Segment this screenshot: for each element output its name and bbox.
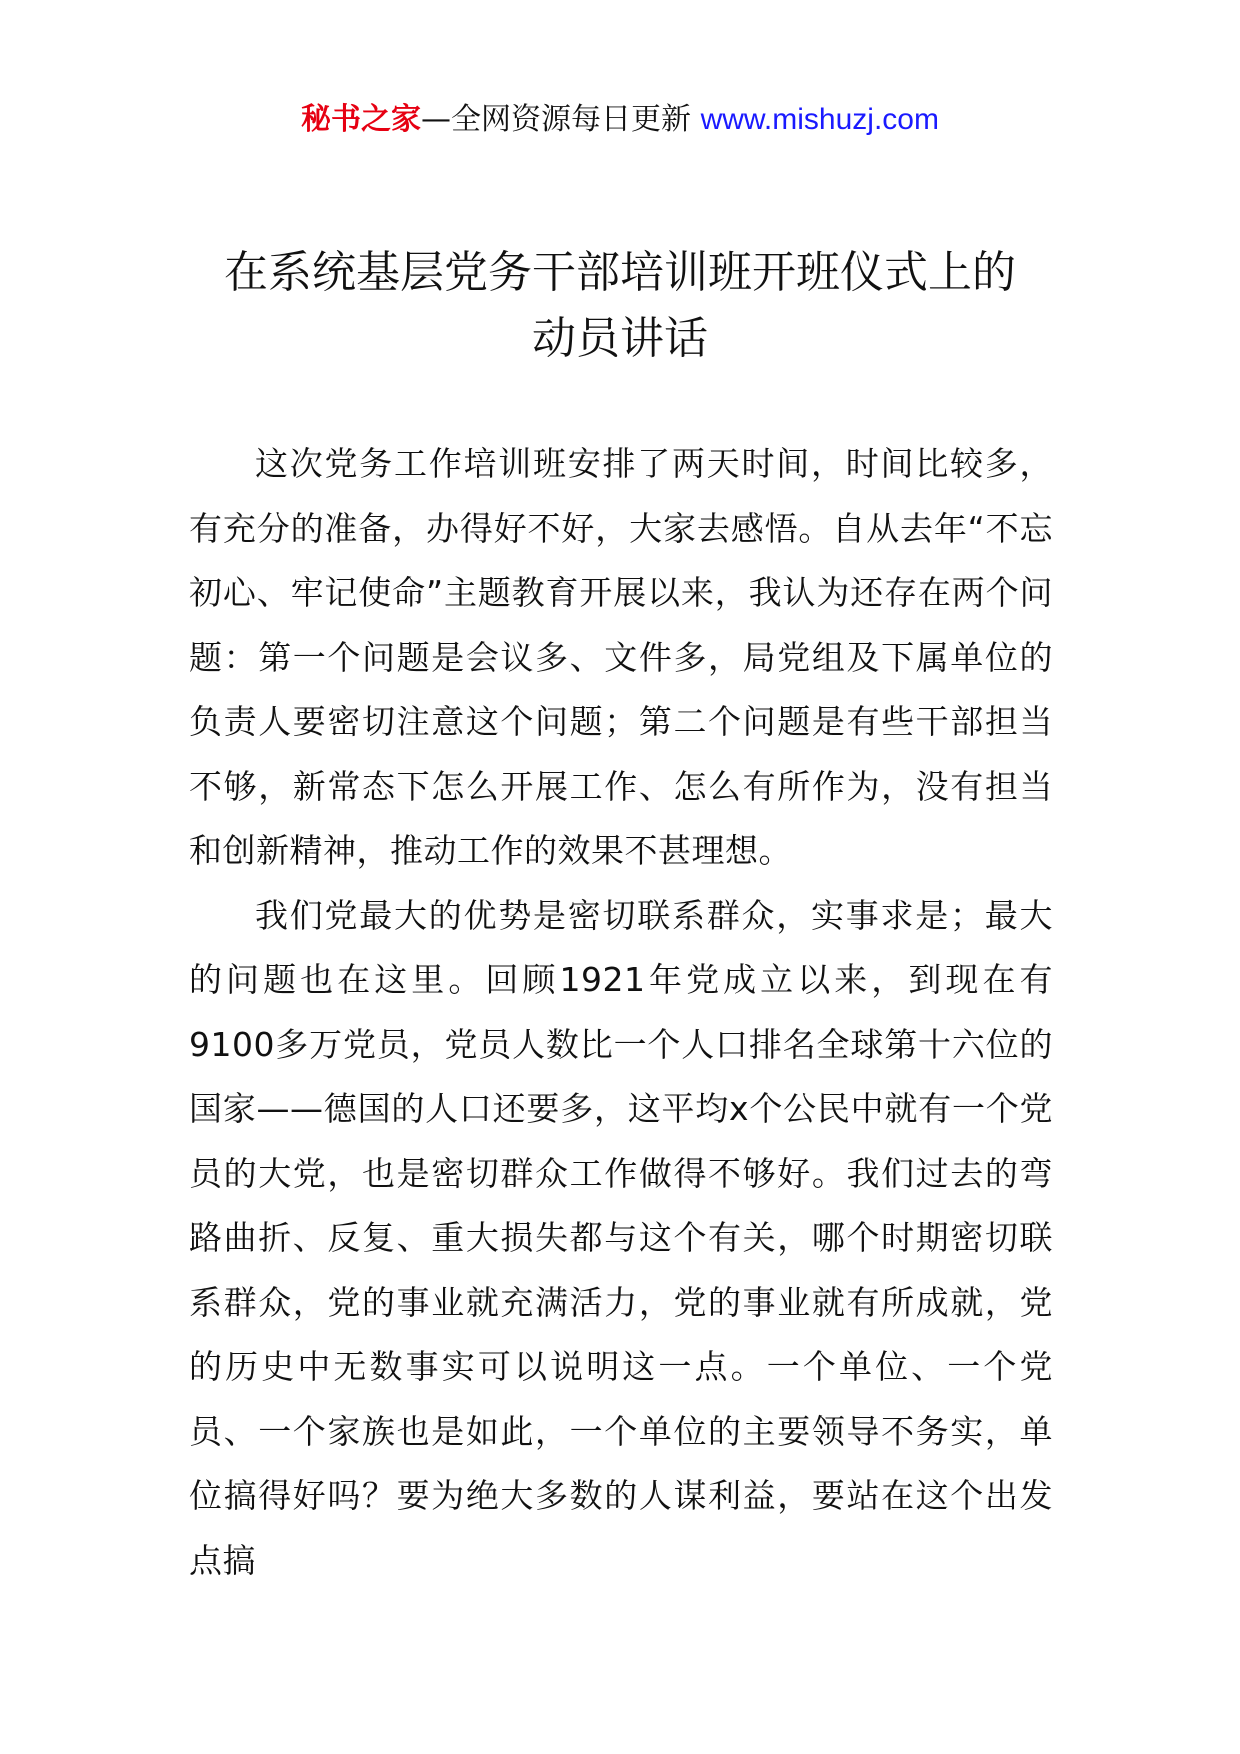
banner-tagline: —全网资源每日更新 bbox=[421, 102, 701, 137]
document-title bbox=[160, 240, 1080, 372]
site-banner bbox=[0, 100, 1240, 140]
document-body bbox=[189, 432, 1053, 1593]
title-line-1: 在系统基层党务干部培训班开班仪式上的 bbox=[224, 247, 1016, 298]
title-line-2: 动员讲话 bbox=[532, 313, 708, 364]
brand-name: 秘书之家 bbox=[301, 102, 422, 137]
paragraph-2: 我们党最大的优势是密切联系群众，实事求是；最大的问题也在这里。回顾1921年党成立以来，到现在有9100多万党员，党员人数比一个人口排名全球第十六位的国家——德国的人口还要多，这平均x个公民中就有一个党员的大党，也是密切群众工作做得不够好。我们过去的弯路曲折、反复、重大损失都与这个有关，哪个时期密切联系群众，党的事业就充满活力，党的事业就有所成就，党的历史中无数事实可以说明这一点。一个单位、一个党员、一个家族也是如此，一个单位的主要领导不务实，单位搞得好吗？要为绝大多数的人谋利益，要站在这个出发点搞 bbox=[189, 895, 1053, 1580]
paragraph-1: 这次党务工作培训班安排了两天时间，时间比较多，有充分的准备，办得好不好，大家去感悟。自从去年“不忘初心、牢记使命”主题教育开展以来，我认为还存在两个问题：第一个问题是会议多、文件多，局党组及下属单位的负责人要密切注意这个问题；第二个问题是有些干部担当不够，新常态下怎么开展工作、怎么有所作为，没有担当和创新精神，推动工作的效果不甚理想。 bbox=[189, 444, 1053, 870]
site-link[interactable]: www.mishuzj.com bbox=[700, 103, 939, 136]
